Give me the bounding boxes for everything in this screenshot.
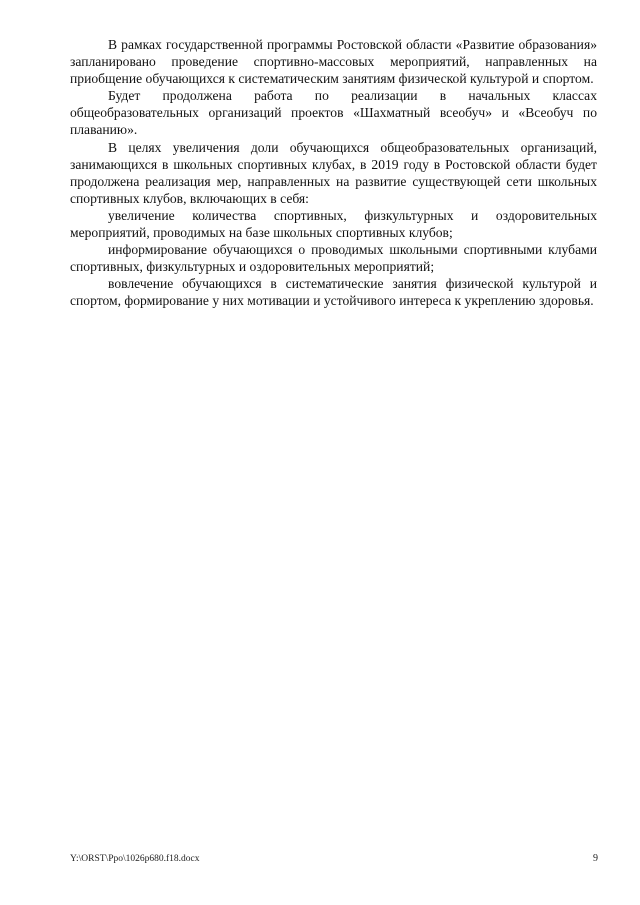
- footer-file-path: Y:\ORST\Ppo\1026p680.f18.docx: [70, 854, 200, 864]
- paragraph-engaging-students: вовлечение обучающихся в систематические занятия физической культурой и спортом, формирование у них мотивации и устойчивого интереса к укреплению здоровья.: [70, 276, 597, 309]
- paragraph-program-events: В рамках государственной программы Ростовской области «Развитие образования» запланировано проведение спортивно-массовых мероприятий, направленных на приобщение обучающихся к систематическим занятиям физической культурой и спортом.: [70, 37, 597, 87]
- paragraph-sports-clubs-intro: В целях увеличения доли обучающихся общеобразовательных организаций, занимающихся в школьных спортивных клубах, в 2019 году в Ростовской области будет продолжена реализация мер, направленных на развитие существующей сети школьных спортивных клубов, включающих в себя:: [70, 139, 597, 206]
- paragraph-chess-swimming-projects: Будет продолжена работа по реализации в начальных классах общеобразовательных организаций проектов «Шахматный всеобуч» и «Всеобуч по плаванию».: [70, 88, 597, 138]
- paragraph-informing-students: информирование обучающихся о проводимых школьными спортивными клубами спортивных, физкультурных и оздоровительных мероприятий;: [70, 242, 597, 275]
- footer-page-number: 9: [593, 853, 598, 864]
- document-body: [70, 36, 597, 310]
- paragraph-increase-events: увеличение количества спортивных, физкультурных и оздоровительных мероприятий, проводимых на базе школьных спортивных клубов;: [70, 207, 597, 241]
